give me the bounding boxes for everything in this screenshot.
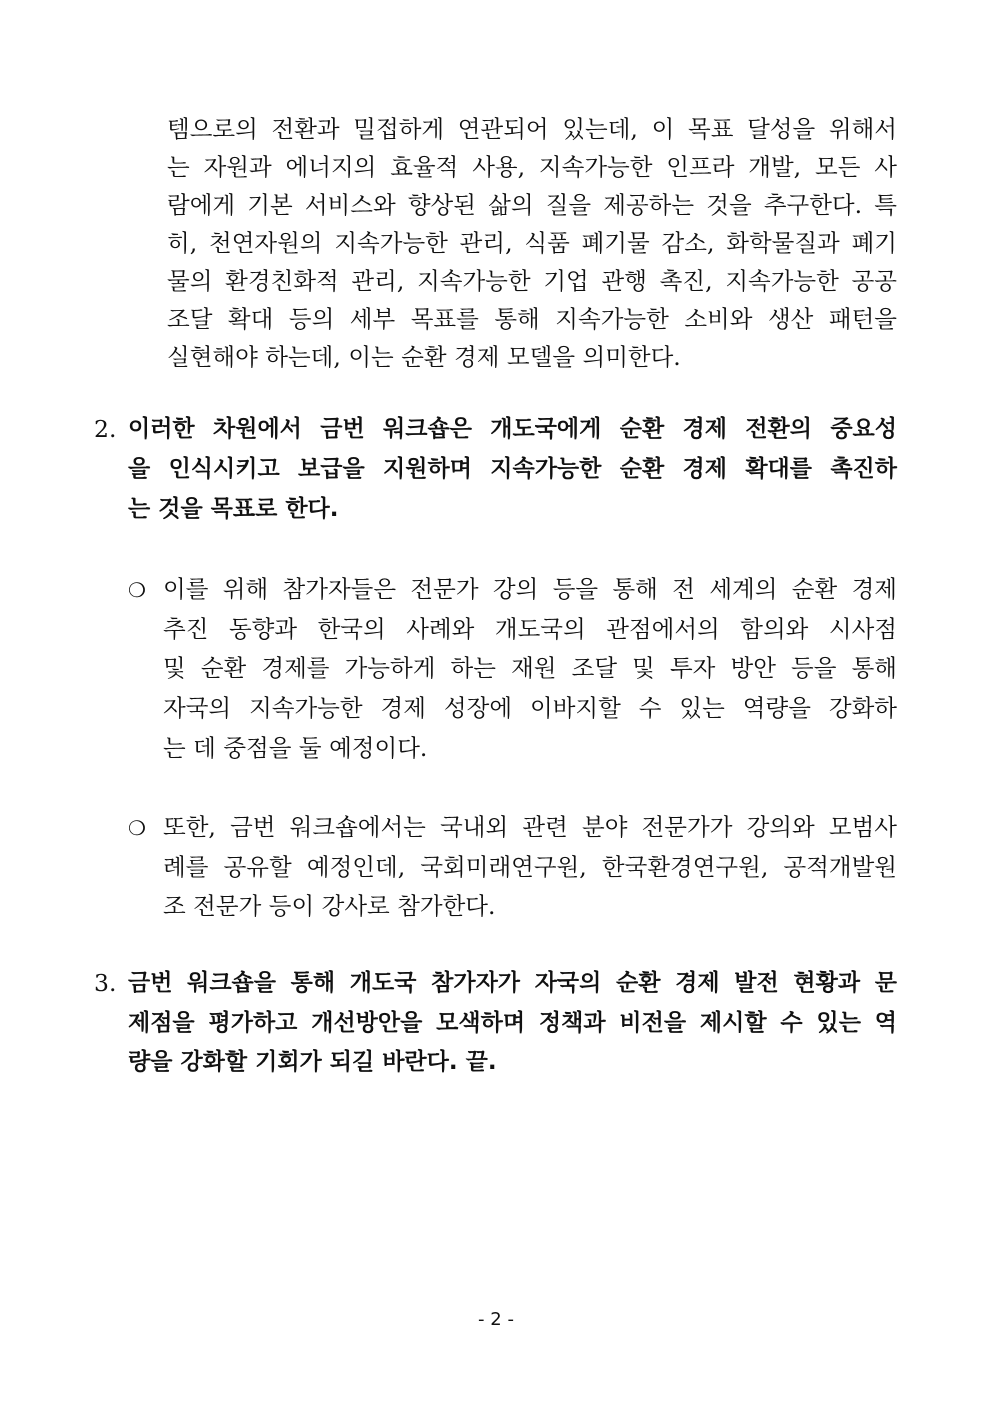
bullet-2-line-3: 조 전문가 등이 강사로 참가한다.	[163, 892, 496, 920]
section-3-line-3: 량을 강화할 기회가 되길 바란다. 끝.	[128, 1049, 497, 1075]
bullet-1-line-2: 추진 동향과 한국의 사례와 개도국의 관점에서의 함의와 시사점	[163, 615, 897, 643]
bullet-1-line-3: 및 순환 경제를 가능하게 하는 재원 조달 및 투자 방안 등을 통해	[163, 654, 897, 682]
intro-line-6: 조달 확대 등의 세부 목표를 통해 지속가능한 소비와 생산 패턴을	[167, 305, 897, 333]
bullet-1-line-5: 는 데 중점을 둘 예정이다.	[163, 734, 428, 762]
bullet-2-line-2: 례를 공유할 예정인데, 국회미래연구원, 한국환경연구원, 공적개발원	[163, 853, 897, 881]
intro-line-7: 실현해야 하는데, 이는 순환 경제 모델을 의미한다.	[167, 343, 681, 371]
bullet-1-line-1: 이를 위해 참가자들은 전문가 강의 등을 통해 전 세계의 순환 경제	[163, 575, 897, 603]
bullet-2-line-1: 또한, 금번 워크숍에서는 국내외 관련 분야 전문가가 강의와 모범사	[163, 813, 897, 841]
intro-line-3: 람에게 기본 서비스와 향상된 삶의 질을 제공하는 것을 추구한다. 특	[167, 191, 897, 219]
intro-line-1: 템으로의 전환과 밀접하게 연관되어 있는데, 이 목표 달성을 위해서	[167, 115, 897, 143]
section-2-line-3: 는 것을 목표로 한다.	[128, 496, 339, 522]
intro-line-4: 히, 천연자원의 지속가능한 관리, 식품 폐기물 감소, 화학물질과 폐기	[167, 229, 897, 257]
page-number: - 2 -	[478, 1309, 514, 1330]
bullet-circle-icon: ❍	[128, 816, 146, 840]
section-3-line-1: 금번 워크숍을 통해 개도국 참가자가 자국의 순환 경제 발전 현황과 문	[128, 970, 897, 996]
section-2-line-1: 이러한 차원에서 금번 워크숍은 개도국에게 순환 경제 전환의 중요성	[128, 416, 897, 442]
bullet-1-line-4: 자국의 지속가능한 경제 성장에 이바지할 수 있는 역량을 강화하	[163, 694, 897, 722]
section-2-number: 2.	[94, 415, 117, 443]
section-3-number: 3.	[94, 969, 117, 997]
bullet-circle-icon: ❍	[128, 578, 146, 602]
intro-line-2: 는 자원과 에너지의 효율적 사용, 지속가능한 인프라 개발, 모든 사	[167, 153, 897, 181]
intro-line-5: 물의 환경친화적 관리, 지속가능한 기업 관행 촉진, 지속가능한 공공	[167, 267, 897, 295]
section-3-line-2: 제점을 평가하고 개선방안을 모색하며 정책과 비전을 제시할 수 있는 역	[128, 1010, 897, 1036]
section-2-line-2: 을 인식시키고 보급을 지원하며 지속가능한 순환 경제 확대를 촉진하	[128, 456, 897, 482]
